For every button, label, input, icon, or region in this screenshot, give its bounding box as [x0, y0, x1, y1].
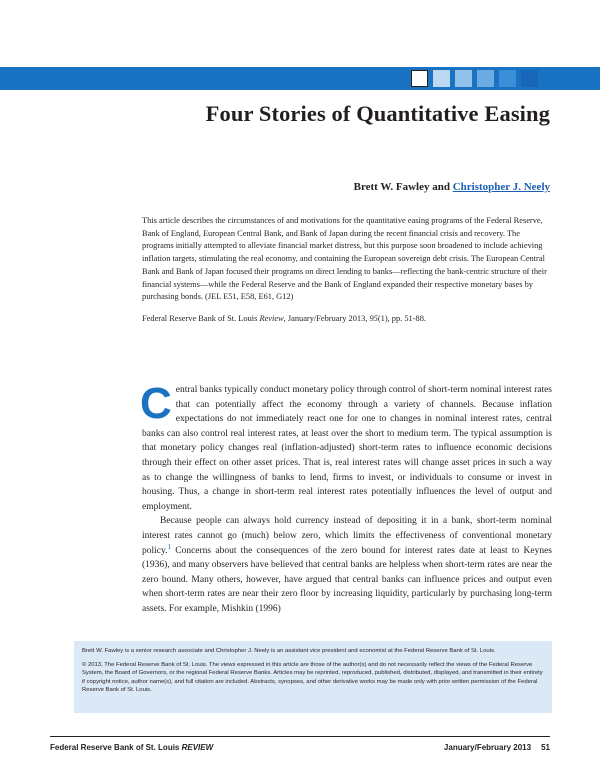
paragraph-text: entral banks typically conduct monetary policy through control of short-term nominal interest rates that can potentially affect the economy through a variety of channels. Because inflation expectations do not immediately react one for one to changes in nominal interest rates, central banks can also control real interest rates, at least over the short to medium term. The typical assumption is that monetary policy changes real (inflation-adjusted) short-term rates to influence economic decisions through their effect on other asset prices. That is, real interest rates will change asset prices in such a way as to change the willingness of banks to lend, firms to invest, or individuals to consume or invest in housing. Thus, a change in short-term real interest rates potentially influences the level of output and employment. — [142, 385, 552, 512]
decorative-square — [433, 70, 450, 87]
decorative-square — [521, 70, 538, 87]
footer-journal-name: REVIEW — [181, 743, 214, 752]
article-title: Four Stories of Quantitative Easing — [205, 101, 550, 126]
article-body — [140, 379, 552, 617]
copyright-notice: © 2013, The Federal Reserve Bank of St. Louis. The views expressed in this article are those of the author(s) and do not necessarily reflect the views of the Federal Reserve System, the Board of Governors, or the regional Federal Reserve Banks. Articles may be reprinted, reproduced, published, distributed, displayed, and transmitted in their entirety if copyright notice, author name(s), and full citation are included. Abstracts, synopses, and other derivative works may be made only with prior written permission of the Federal Reserve Bank of St. Louis. — [82, 662, 543, 693]
body-paragraph — [142, 514, 552, 616]
citation-journal: Review — [259, 313, 284, 323]
page-number: 51 — [541, 743, 550, 752]
citation-pages: (1), pp. 51-88. — [377, 313, 427, 323]
author-name: Brett W. Fawley — [353, 181, 430, 193]
author-line — [354, 181, 550, 193]
footer-date: January/February 2013 — [443, 743, 532, 752]
decorative-square — [499, 70, 516, 87]
author-conjunction: and — [429, 181, 453, 193]
drop-cap: C — [140, 379, 172, 428]
decorative-square-outline — [411, 70, 428, 87]
citation-date: , January/February 2013, — [283, 313, 370, 323]
abstract — [142, 215, 552, 326]
author-link[interactable]: Christopher J. Neely — [452, 181, 550, 193]
header-decorative-boxes — [411, 70, 538, 87]
decorative-square — [455, 70, 472, 87]
citation — [142, 313, 552, 326]
abstract-text: This article describes the circumstances of and motivations for the quantitative easing programs of the Federal Reserve, Bank of England, European Central Bank, and Bank of Japan during the recent financial crisis and recovery. The programs initially attempted to alleviate financial market distress, but this purpose soon broadened to include achieving inflation targets, stimulating the real economy, and containing the European sovereign debt crisis. The European Central Bank and Bank of Japan focused their programs on direct lending to banks—reflecting the bank-centric structure of their financial systems—while the Federal Reserve and the Bank of England expanded their respective monetary bases by purchasing bonds. (JEL E51, E58, E61, G12) — [142, 216, 547, 302]
author-bio: Brett W. Fawley is a senior research associate and Christopher J. Neely is an assistant vice president and economist at the Federal Reserve Bank of St. Louis. — [82, 648, 496, 654]
decorative-square — [477, 70, 494, 87]
footer-publisher: Federal Reserve Bank of St. Louis — [50, 743, 182, 752]
footnote-reference-link[interactable]: 1 — [167, 542, 172, 551]
page-footer — [50, 736, 550, 751]
footer-issue — [444, 743, 550, 752]
citation-volume: 95 — [369, 313, 378, 323]
author-info-box — [74, 641, 552, 713]
paragraph-text: Because people can always hold currency instead of depositing it in a bank, short-term nominal interest rates cannot go (much) below zero, which limits the effectiveness of conventional monetary policy. — [142, 516, 552, 556]
citation-publisher: Federal Reserve Bank of St. Louis — [142, 313, 260, 323]
paragraph-text: Concerns about the consequences of the zero bound for interest rates date at least to Keynes (1936), and many observers have believed that central banks are helpless when short-term rates are near the zero bound. Many others, however, have argued that central banks can influence prices and output even when short-term rates are near their zero floor by increasing liquidity, particularly by purchasing long-term assets. For example, Mishkin (1996) — [142, 545, 552, 614]
footer-journal — [50, 743, 213, 752]
body-paragraph — [140, 379, 552, 514]
